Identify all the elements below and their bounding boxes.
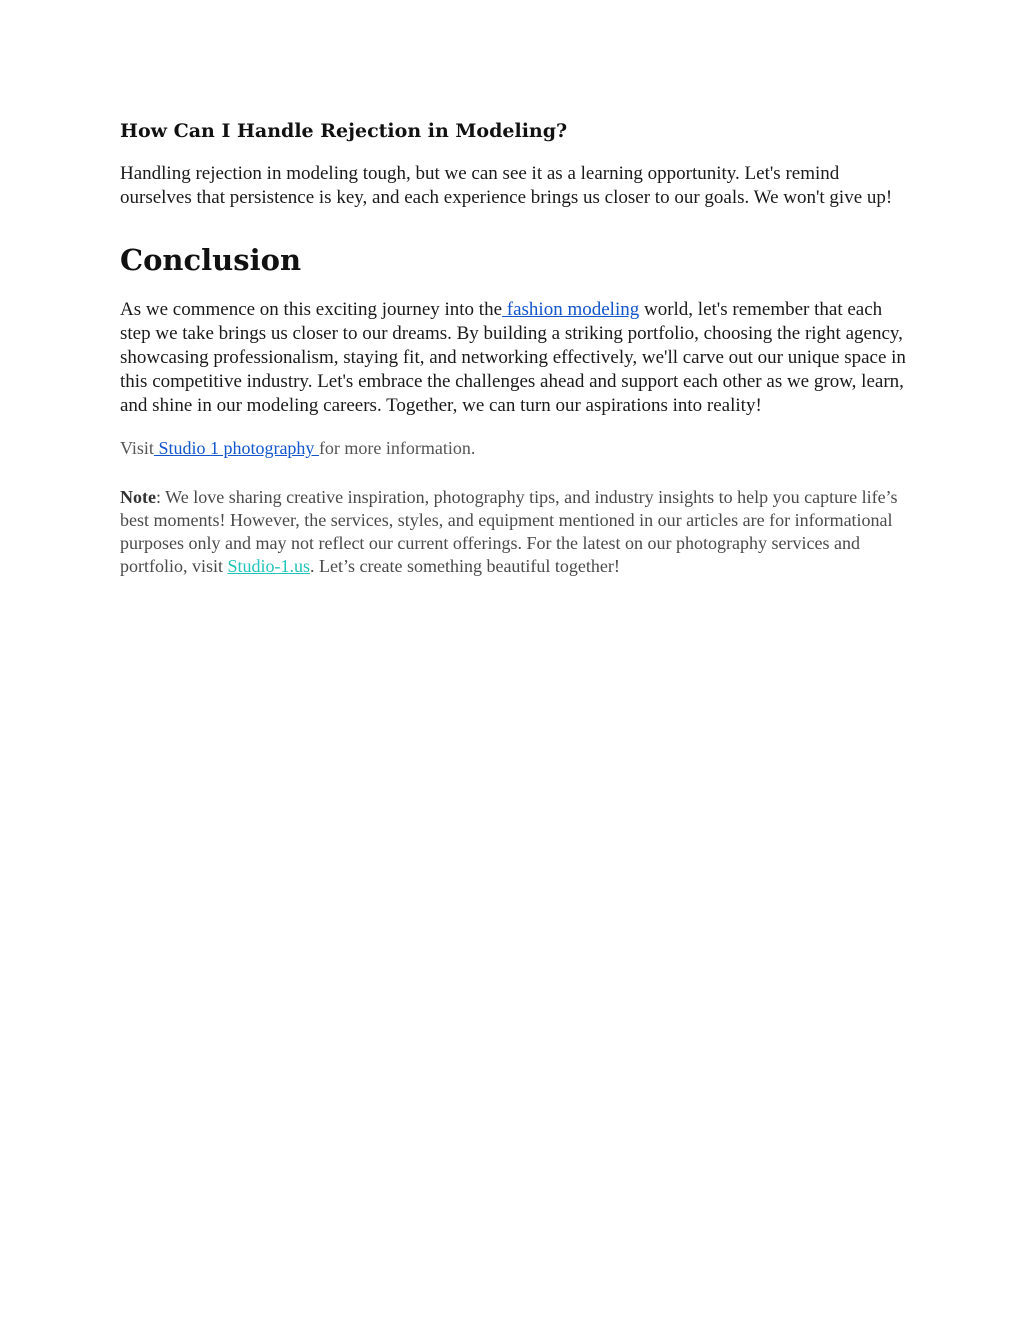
conclusion-text-end: world, let's remember that each step we take brings us closer to our dreams. By building a striking portfolio, choosing the right agency, showcasing professionalism, staying fit, and networking effectively, we'll carve out our unique space in this competitive industry. Let's embrace the challenges ahead and support each other as we grow, learn, and shine in our modeling careers. Together, we can turn our aspirations into reality! <box>120 299 906 416</box>
fashion-modeling-link[interactable]: fashion modeling <box>502 299 640 320</box>
note-paragraph <box>120 486 910 578</box>
note-text-start: : We love sharing creative inspiration, photography tips, and industry insights to help you capture life’s best moments! However, the services, styles, and equipment mentioned in our articles are for informational purposes only and may not reflect our current offerings. For the latest on our photography services and portfolio, visit <box>120 487 898 576</box>
conclusion-text-start: As we commence on this exciting journey into the <box>120 299 503 320</box>
note-label: Note <box>120 487 156 507</box>
conclusion-heading: Conclusion <box>120 243 302 277</box>
conclusion-paragraph <box>120 298 910 418</box>
studio-photography-link[interactable]: Studio 1 photography <box>153 438 319 458</box>
studio-1-us-link[interactable]: Studio-1.us <box>227 556 311 576</box>
visit-prefix: Visit <box>120 438 154 458</box>
faq-answer: Handling rejection in modeling tough, but we can see it as a learning opportunity. Let's remind ourselves that persistence is key, and each experience brings us closer to our goals. We won't give up! <box>120 163 893 208</box>
visit-line <box>120 436 910 460</box>
note-text-end: . Let’s create something beautiful together! <box>310 556 620 576</box>
visit-suffix: for more information. <box>318 438 476 458</box>
faq-heading: How Can I Handle Rejection in Modeling? <box>120 120 568 142</box>
article-content <box>120 116 910 578</box>
